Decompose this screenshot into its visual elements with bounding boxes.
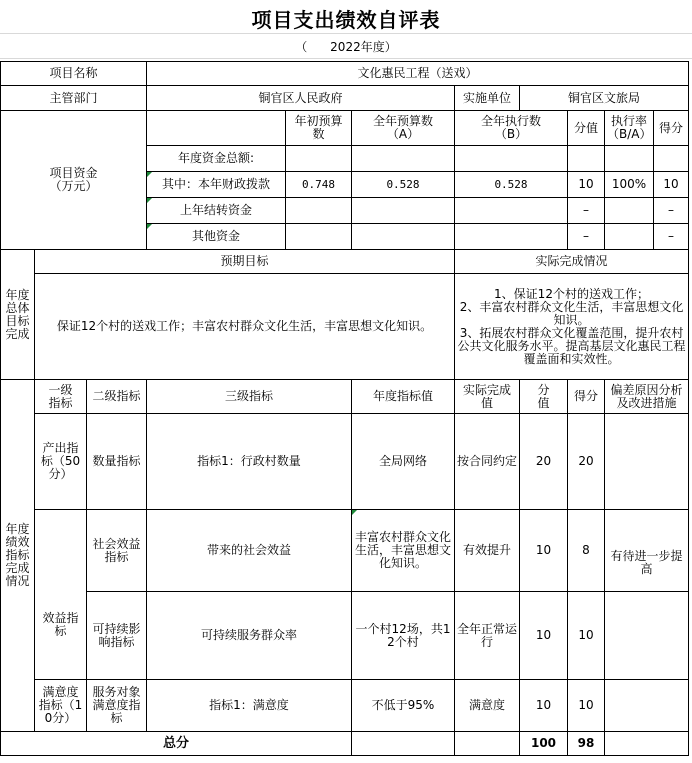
annual-goal-side-label: 年度总体目标完成 (1, 250, 35, 380)
header-points: 分值 (568, 111, 605, 146)
actual-contract: 按合同约定 (455, 414, 520, 510)
deviation-sustainable (605, 592, 689, 680)
actual-item-2: 2、丰富农村群众文化生活，丰富思想文化知识。 (459, 299, 684, 327)
funds-current-execution: 0.528 (455, 172, 568, 198)
col-points (520, 380, 568, 414)
department-label: 主管部门 (1, 86, 147, 111)
actual-normal-operation: 全年正常运行 (455, 592, 520, 680)
department-value: 铜官区人民政府 (147, 86, 455, 111)
header-annual-budget-l2: （A） (386, 127, 420, 141)
col-annual-value: 年度指标值 (352, 380, 455, 414)
row-goals-header (1, 250, 689, 274)
total-blank-2 (455, 732, 520, 756)
col-level3: 三级指标 (147, 380, 352, 414)
actual-item-1: 1、保证12个村的送戏工作； (494, 286, 649, 301)
funds-total-label: 年度资金总额: (147, 146, 286, 172)
col-deviation-l1: 偏差原因分析 (610, 382, 683, 397)
actual-completion-text (455, 274, 689, 380)
funds-label (1, 111, 147, 250)
total-label: 总分 (1, 732, 352, 756)
col-actual (455, 380, 520, 414)
col-actual-l1: 实际完成 (462, 382, 511, 397)
col-points-l1: 分 (537, 382, 550, 397)
project-name-label: 项目名称 (1, 62, 147, 86)
year-label: 2022年度 (330, 40, 385, 54)
score-sustainable: 10 (568, 592, 605, 680)
header-execution-l2: （B） (494, 127, 528, 141)
deviation-satisfaction (605, 680, 689, 732)
level1-satisfaction: 满意度指标（10分） (35, 680, 87, 732)
level2-sustainable: 可持续影响指标 (87, 592, 147, 680)
deviation-social: 有待进一步提高 (605, 510, 689, 592)
actual-satisfaction: 满意度 (455, 680, 520, 732)
level3-village-count: 指标1：行政村数量 (147, 414, 352, 510)
year-line (0, 38, 692, 56)
deviation-output (605, 414, 689, 510)
row-total (1, 732, 689, 756)
level3-satisfaction: 指标1：满意度 (147, 680, 352, 732)
points-output: 20 (520, 414, 568, 510)
gridline (0, 58, 692, 59)
funds-current-label: 其中：本年财政拨款 (147, 172, 286, 198)
level2-satisfaction: 服务对象满意度指标 (87, 680, 147, 732)
header-exec-rate-l1: 执行率 (610, 114, 647, 128)
header-execution-l1: 全年执行数 (480, 114, 541, 128)
col-level1-l2: 指标 (48, 395, 73, 410)
header-exec-rate (605, 111, 654, 146)
total-blank-3 (605, 732, 689, 756)
indicators-side-label: 年度绩效指标完成情况 (1, 380, 35, 732)
row-output-indicator (1, 414, 689, 510)
funds-current-points: 10 (568, 172, 605, 198)
total-blank-1 (352, 732, 455, 756)
header-initial-budget (286, 111, 352, 146)
actual-item-3: 3、拓展农村群众文化覆盖范围，提升农村公共文化服务水平。提高基层文化惠民工程覆盖面和实效性。 (457, 325, 686, 366)
implementer-value: 铜官区文旅局 (520, 86, 689, 111)
funds-label-line2: （万元） (49, 179, 98, 193)
row-project-name (1, 62, 689, 86)
score-social: 8 (568, 510, 605, 592)
expected-goal-header: 预期目标 (35, 250, 455, 274)
points-satisfaction: 10 (520, 680, 568, 732)
row-social-benefit (1, 510, 689, 592)
header-exec-rate-l2: （B/A） (607, 127, 652, 141)
level3-social-benefit: 带来的社会效益 (147, 510, 352, 592)
annual-value-satisfaction: 不低于95% (352, 680, 455, 732)
funds-other-label: 其他资金 (147, 224, 286, 250)
funds-current-score: 10 (654, 172, 689, 198)
level1-output: 产出指标（50分） (35, 414, 87, 510)
project-name-value: 文化惠民工程（送戏） (147, 62, 689, 86)
row-satisfaction (1, 680, 689, 732)
row-funds-header (1, 111, 689, 146)
header-annual-budget-l1: 全年预算数 (372, 114, 433, 128)
funds-other-points: – (568, 224, 605, 250)
col-deviation-l2: 及改进措施 (616, 395, 677, 410)
expected-goal-text: 保证12个村的送戏工作；丰富农村群众文化生活，丰富思想文化知识。 (35, 274, 455, 380)
total-score: 98 (568, 732, 605, 756)
funds-label-line1: 项目资金 (49, 166, 98, 180)
level2-social: 社会效益指标 (87, 510, 147, 592)
level2-quantity: 数量指标 (87, 414, 147, 510)
level1-benefit: 效益指标 (35, 510, 87, 680)
funds-header-blank (147, 111, 286, 146)
year-paren-open: （ (295, 40, 308, 54)
funds-current-initial: 0.748 (286, 172, 352, 198)
annual-value-network: 全局网络 (352, 414, 455, 510)
annual-value-sustainable: 一个村12场，共12个村 (352, 592, 455, 680)
row-goals-content (1, 274, 689, 380)
row-sustainable (1, 592, 689, 680)
annual-value-social: 丰富农村群众文化生活，丰富思想文化知识。 (352, 510, 455, 592)
points-social: 10 (520, 510, 568, 592)
funds-carryover-points: – (568, 198, 605, 224)
header-initial-budget-l2: 数 (312, 127, 325, 141)
actual-completion-header: 实际完成情况 (455, 250, 689, 274)
year-paren-close: ） (384, 40, 397, 54)
row-department (1, 86, 689, 111)
header-initial-budget-l1: 年初预算 (294, 114, 343, 128)
col-points-l2: 值 (537, 395, 550, 410)
row-indicators-header (1, 380, 689, 414)
page-title: 项目支出绩效自评表 (251, 8, 441, 32)
points-sustainable: 10 (520, 592, 568, 680)
score-satisfaction: 10 (568, 680, 605, 732)
total-points: 100 (520, 732, 568, 756)
level3-sustainable: 可持续服务群众率 (147, 592, 352, 680)
col-actual-l2: 值 (480, 395, 493, 410)
col-score: 得分 (568, 380, 605, 414)
implementer-label: 实施单位 (455, 86, 520, 111)
funds-current-rate: 100% (605, 172, 654, 198)
col-level1 (35, 380, 87, 414)
header-execution (455, 111, 568, 146)
actual-effective: 有效提升 (455, 510, 520, 592)
funds-carryover-score: – (654, 198, 689, 224)
funds-current-annual: 0.528 (352, 172, 455, 198)
col-deviation (605, 380, 689, 414)
funds-other-score: – (654, 224, 689, 250)
evaluation-table (0, 61, 689, 756)
header-annual-budget (352, 111, 455, 146)
funds-carryover-label: 上年结转资金 (147, 198, 286, 224)
score-output: 20 (568, 414, 605, 510)
col-level1-l1: 一级 (48, 382, 73, 397)
header-score: 得分 (654, 111, 689, 146)
col-level2: 二级指标 (87, 380, 147, 414)
